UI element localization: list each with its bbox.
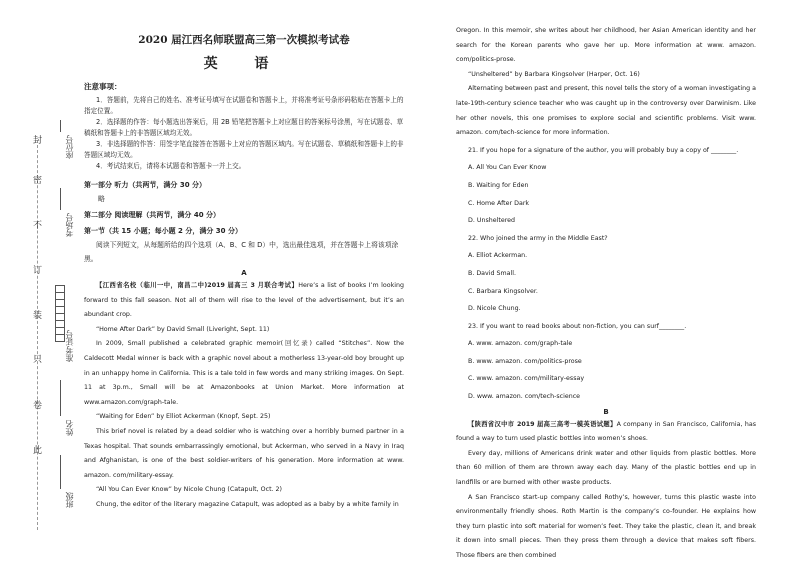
subject-title: 英 语: [203, 56, 285, 72]
book-title: “All You Can Ever Know” by Nicole Chung (Catapult, Oct. 2): [96, 486, 283, 494]
seat-number-line: [60, 120, 61, 132]
passage-a-source: 【江西省名校（临川一中，南昌二中)2019 届高三 3 月联合考试】: [96, 282, 299, 289]
passage-b-paragraph: [456, 418, 756, 447]
seal-char: 卷: [33, 401, 43, 411]
passage-a-intro: [84, 279, 404, 323]
exam-room-line: [60, 188, 61, 210]
part2-section1-heading: 第一节（共 15 小题；每小题 2 分，满分 30 分）: [84, 227, 242, 235]
question-stem: 22. Who joined the army in the Middle East?: [468, 234, 608, 242]
passage-b-source: 【陕西省汉中市 2019 届高三高考一模英语试题】: [468, 420, 617, 428]
passage-a-letter: A: [241, 269, 247, 277]
seal-char: 密: [33, 176, 43, 186]
seal-char: 订: [33, 266, 43, 276]
book-title: “Unsheltered” by Barbara Kingsolver (Harper, Oct. 16): [468, 70, 640, 78]
notes-heading: 注意事项：: [84, 82, 122, 91]
answer-option: D. Nicole Chung.: [468, 305, 521, 313]
answer-option: B. David Small.: [468, 269, 516, 277]
exam-title: 2020 届江西名师联盟高三第一次模拟考试卷: [138, 34, 350, 46]
book-description: In 2009, Small published a celebrated graphic memoir(回忆录) called “Stitches”. Now the Caldecott Medal winner is back with a graphic novel about a motherless 13-year-old boy brought up in an unhappy home in California. This is a tale told in few words and many striking images. On Sept. 11 at 3p.m., Small will be at Amazonbooks at Union Market. More information at www.amazon.com/graph-tale.: [84, 340, 404, 406]
book-description: This brief novel is related by a dead soldier who is watching over a horribly burned partner in a Texas hospital. That sounds embarrassingly emotional, but Ackerman, who served in a Navy in Iraq and Afghanistan, is one of the best soldier-writers of his generation. More information at www. amazon. com/military-essay.: [84, 427, 404, 479]
seal-char: 装: [33, 311, 43, 321]
name-label: 姓名: [65, 420, 74, 436]
question-stem: 21. If you hope for a signature of the author, you will probably buy a copy of ________.: [468, 146, 739, 154]
seal-char: 不: [33, 221, 43, 231]
note-item: 4．考试结束后，请将本试题卷和答题卡一并上交。: [96, 162, 246, 170]
seal-dashed-line: [37, 140, 38, 530]
right-column: [456, 24, 756, 564]
book-description-continued: Oregon. In this memoir, she writes about her childhood, her Asian American identity and her search for the Korean parents who gave her up. More information at www. amazon. com/politics-prose.: [456, 27, 756, 64]
class-line: [60, 455, 61, 489]
book-title: “Waiting for Eden” by Elliot Ackerman (Knopf, Sept. 25): [96, 413, 271, 421]
seal-char: 封: [33, 136, 43, 146]
class-label: 班级: [65, 492, 74, 508]
part1-note: 略: [98, 195, 105, 203]
answer-option: B. Waiting for Eden: [468, 181, 529, 189]
answer-option: B. www. amazon. com/politics-prose: [468, 357, 582, 365]
part1-heading: 第一部分 听力（共两节，满分 30 分）: [84, 181, 207, 189]
book-description: Chung, the editor of the literary magazine Catapult, was adopted as a baby by a white family in: [96, 500, 399, 508]
passage-a-intro-text: Here’s a list of books I’m looking forward to this fall season. Not all of them will rise to the level of the advertisement, but it’s an abundant crop.: [84, 282, 404, 319]
answer-option: A. www. amazon. com/graph-tale: [468, 340, 573, 348]
answer-option: C. www. amazon. com/military-essay: [468, 375, 585, 383]
answer-option: A. Elliot Ackerman.: [468, 252, 528, 260]
answer-option: C. Home After Dark: [468, 199, 530, 207]
name-line: [60, 380, 61, 416]
reading-instruction: 阅读下列短文，从每题所给的四个选项（A、B、C 和 D）中，选出最佳选项，并在答题卡上将该项涂黑。: [84, 241, 399, 263]
left-column: [84, 30, 404, 513]
answer-option: D. www. amazon. com/tech-science: [468, 393, 581, 401]
passage-b-paragraph: A San Francisco start-up company called Rothy’s, however, turns this plastic waste into environmentally friendly shoes. Roth Martin is the company’s co-founder. He explains how they turn plastic into soft material for women’s feet. They take the plastic, clean it, and break it down into small pieces. Then they press them through a device that makes soft fibers. Those fibers are then combined: [456, 493, 756, 559]
answer-option: C. Barbara Kingsolver.: [468, 287, 538, 295]
book-description: Alternating between past and present, this novel tells the story of a woman investigating a late-19th-century science teacher who was caught up in the controversy over Darwinism. Like her other novels, this one promises to explore social and scientific problems. Visit www. amazon. com/tech-science for more information.: [456, 85, 756, 137]
book-title: “Home After Dark” by David Small (Liveright, Sept. 11): [96, 325, 270, 333]
note-item: 3．非选择题的作答：用签字笔直接答在答题卡上对应的答题区域内。写在试题卷、草稿纸和答题卡上的非答题区域均无效。: [84, 140, 404, 159]
passage-b-letter: B: [603, 407, 609, 416]
part2-heading: 第二部分 阅读理解（共两节，满分 40 分）: [84, 211, 221, 219]
passage-b-text: A company in San Francisco, California, has found a way to turn used plastic bottles into women’s shoes.: [456, 420, 756, 443]
question-stem: 23. If you want to read books about non-fiction, you can surf________.: [468, 322, 687, 330]
binding-margin: [0, 0, 78, 562]
note-item: 2．选择题的作答：每小题选出答案后，用 2B 铅笔把答题卡上对应题目的答案标号涂黑，写在试题卷、草稿纸和答题卡上的非答题区域均无效。: [84, 118, 404, 137]
exam-room-label: 考场号: [65, 213, 74, 237]
seal-char: 此: [33, 446, 43, 456]
answer-option: D. Unsheltered: [468, 217, 516, 225]
admission-number-label: 准考证号: [65, 330, 74, 362]
note-item: 1．答题前，先将自己的姓名、准考证号填写在试题卷和答题卡上，并将准考证号条形码粘贴在答题卡上的指定位置。: [84, 96, 404, 115]
seat-number-label: 座位号: [65, 135, 74, 159]
passage-b-paragraph: Every day, millions of Americans drink water and other liquids from plastic bottles. More than 60 million of them are thrown away each day. Many of the plastic bottles end up in landfills or are burned with other waste products.: [456, 449, 756, 487]
answer-option: A. All You Can Ever Know: [468, 164, 547, 172]
seal-char: 只: [33, 355, 43, 365]
